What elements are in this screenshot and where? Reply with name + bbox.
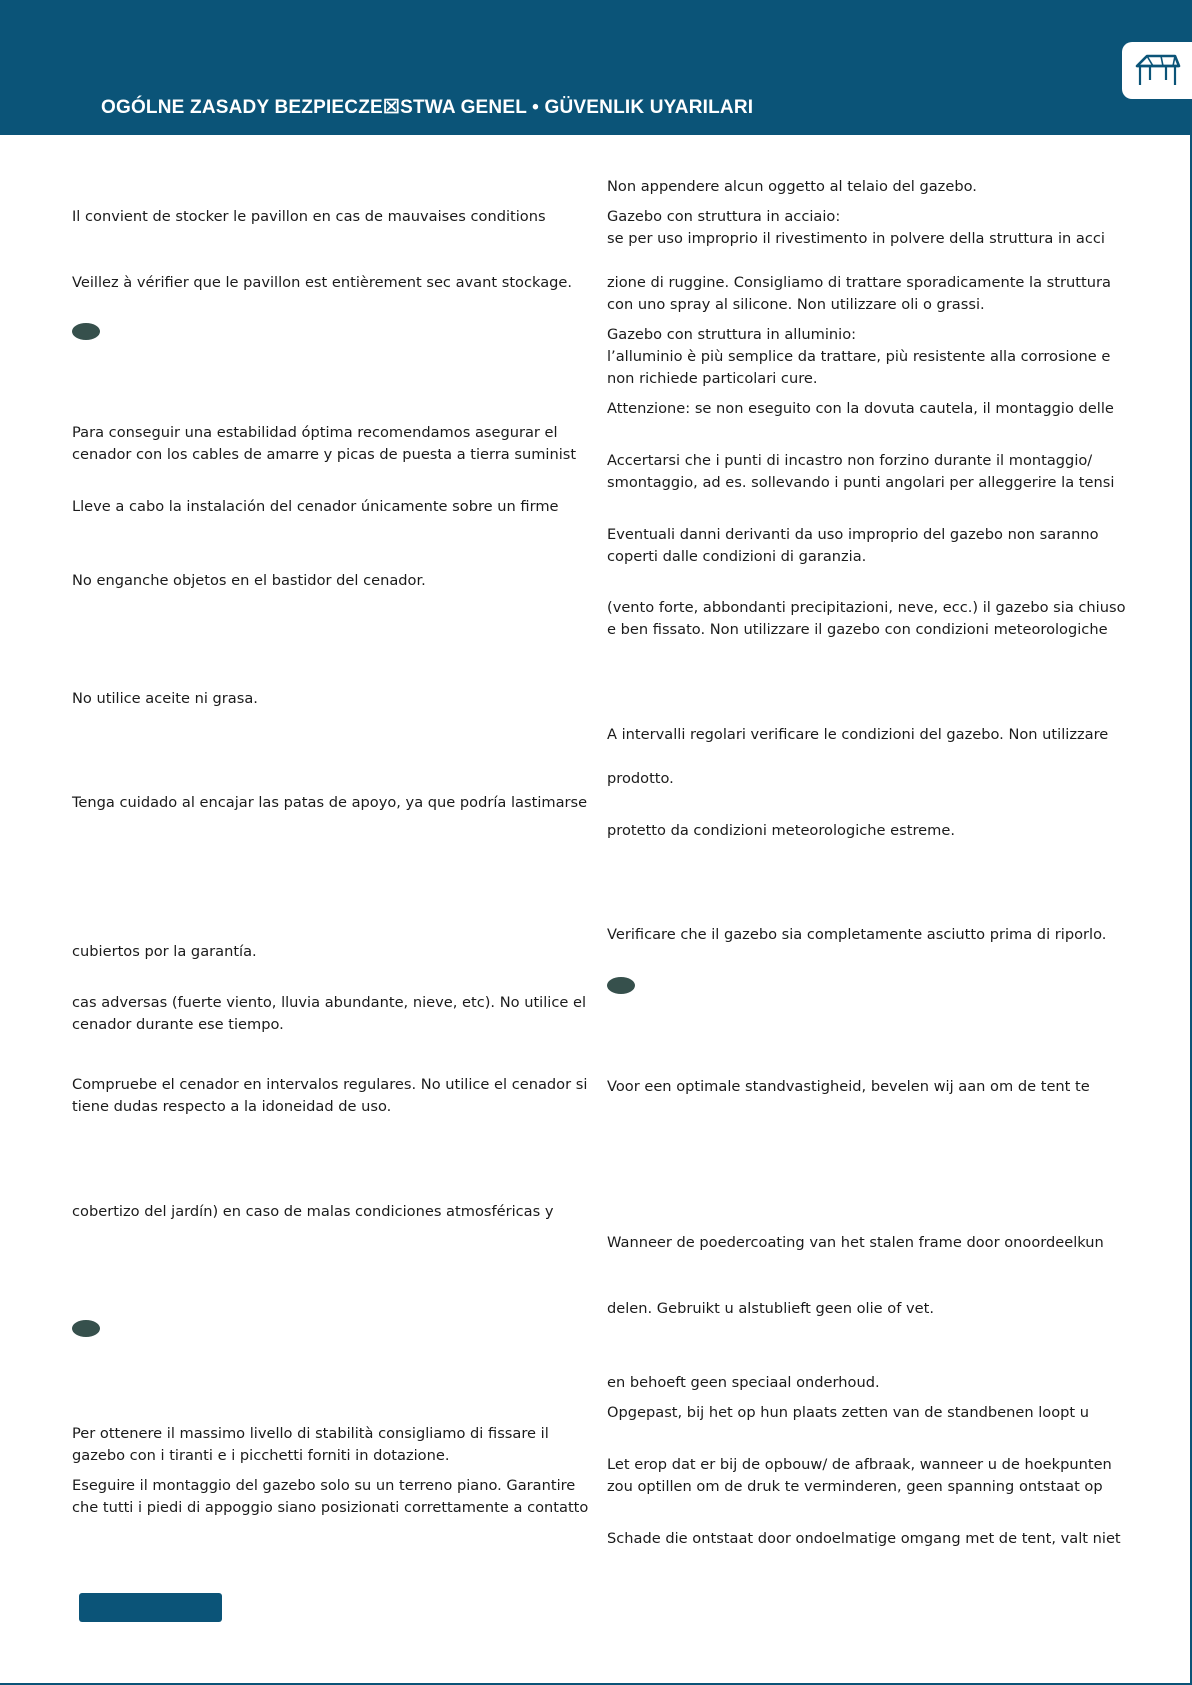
page-header xyxy=(0,0,1192,135)
section-bullet-icon xyxy=(72,1320,100,1337)
text-line: cobertizo del jardín) en caso de malas condiciones atmosféricas y xyxy=(72,1203,554,1220)
section-bullet-icon xyxy=(72,323,100,340)
text-line: zou optillen om de druk te verminderen, geen spanning ontstaat op xyxy=(607,1478,1103,1495)
text-line: Opgepast, bij het op hun plaats zetten van de standbenen loopt u xyxy=(607,1404,1090,1421)
footer-tab xyxy=(79,1593,222,1622)
text-line: Wanneer de poedercoating van het stalen frame door onoordeelkun xyxy=(607,1234,1104,1251)
text-line: coperti dalle condizioni di garanzia. xyxy=(607,548,867,565)
text-line: zione di ruggine. Consigliamo di trattare sporadicamente la struttura xyxy=(607,274,1111,291)
text-line: Lleve a cabo la instalación del cenador únicamente sobre un firme xyxy=(72,498,559,515)
section-bullet-icon xyxy=(607,977,635,994)
text-line: (vento forte, abbondanti precipitazioni, neve, ecc.) il gazebo sia chiuso xyxy=(607,599,1126,616)
text-line: Compruebe el cenador en intervalos regulares. No utilice el cenador si xyxy=(72,1076,588,1093)
text-line: Schade die ontstaat door ondoelmatige omgang met de tent, valt niet xyxy=(607,1530,1121,1547)
text-line: Eseguire il montaggio del gazebo solo su un terreno piano. Garantire xyxy=(72,1477,576,1494)
text-line: Eventuali danni derivanti da uso improprio del gazebo non saranno xyxy=(607,526,1099,543)
text-line: Let erop dat er bij de opbouw/ de afbraak, wanneer u de hoekpunten xyxy=(607,1456,1112,1473)
text-line: No enganche objetos en el bastidor del cenador. xyxy=(72,572,426,589)
text-line: se per uso improprio il rivestimento in polvere della struttura in acci xyxy=(607,230,1105,247)
text-line: l’alluminio è più semplice da trattare, più resistente alla corrosione e xyxy=(607,348,1111,365)
text-line: non richiede particolari cure. xyxy=(607,370,818,387)
section-tab xyxy=(1122,42,1192,99)
text-line: Voor een optimale standvastigheid, bevelen wij aan om de tent te xyxy=(607,1078,1090,1095)
text-line: che tutti i piedi di appoggio siano posizionati correttamente a contatto xyxy=(72,1499,589,1516)
text-line: cenador durante ese tiempo. xyxy=(72,1016,284,1033)
text-line: Per ottenere il massimo livello di stabilità consigliamo di fissare il xyxy=(72,1425,549,1442)
page-title: OGÓLNE ZASADY BEZPIECZE☒STWA GENEL • GÜVENLIK UYARILARI xyxy=(101,97,754,118)
text-line: delen. Gebruikt u alstublieft geen olie of vet. xyxy=(607,1300,934,1317)
text-line: Verificare che il gazebo sia completamente asciutto prima di riporlo. xyxy=(607,926,1107,943)
text-line: en behoeft geen speciaal onderhoud. xyxy=(607,1374,880,1391)
text-line: Accertarsi che i punti di incastro non forzino durante il montaggio/ xyxy=(607,452,1093,469)
text-line: Attenzione: se non eseguito con la dovuta cautela, il montaggio delle xyxy=(607,400,1114,417)
text-line: e ben fissato. Non utilizzare il gazebo con condizioni meteorologiche xyxy=(607,621,1108,638)
text-line: con uno spray al silicone. Non utilizzare oli o grassi. xyxy=(607,296,985,313)
text-line: tiene dudas respecto a la idoneidad de uso. xyxy=(72,1098,392,1115)
text-line: protetto da condizioni meteorologiche estreme. xyxy=(607,822,955,839)
text-line: Gazebo con struttura in alluminio: xyxy=(607,326,857,343)
text-line: Veillez à vérifier que le pavillon est entièrement sec avant stockage. xyxy=(72,274,573,291)
text-line: gazebo con i tiranti e i picchetti forniti in dotazione. xyxy=(72,1447,450,1464)
text-line: Il convient de stocker le pavillon en cas de mauvaises conditions xyxy=(72,208,546,225)
text-line: Gazebo con struttura in acciaio: xyxy=(607,208,841,225)
gazebo-icon xyxy=(1133,52,1181,88)
text-line: Non appendere alcun oggetto al telaio del gazebo. xyxy=(607,178,977,195)
text-line: Para conseguir una estabilidad óptima recomendamos asegurar el xyxy=(72,424,558,441)
text-line: cenador con los cables de amarre y picas de puesta a tierra suminist xyxy=(72,446,577,463)
text-line: A intervalli regolari verificare le condizioni del gazebo. Non utilizzare xyxy=(607,726,1109,743)
text-line: prodotto. xyxy=(607,770,674,787)
text-line: smontaggio, ad es. sollevando i punti angolari per alleggerire la tensi xyxy=(607,474,1115,491)
text-line: No utilice aceite ni grasa. xyxy=(72,690,258,707)
text-line: Tenga cuidado al encajar las patas de apoyo, ya que podría lastimarse xyxy=(72,794,588,811)
text-line: cas adversas (fuerte viento, lluvia abundante, nieve, etc). No utilice el xyxy=(72,994,587,1011)
text-line: cubiertos por la garantía. xyxy=(72,943,257,960)
